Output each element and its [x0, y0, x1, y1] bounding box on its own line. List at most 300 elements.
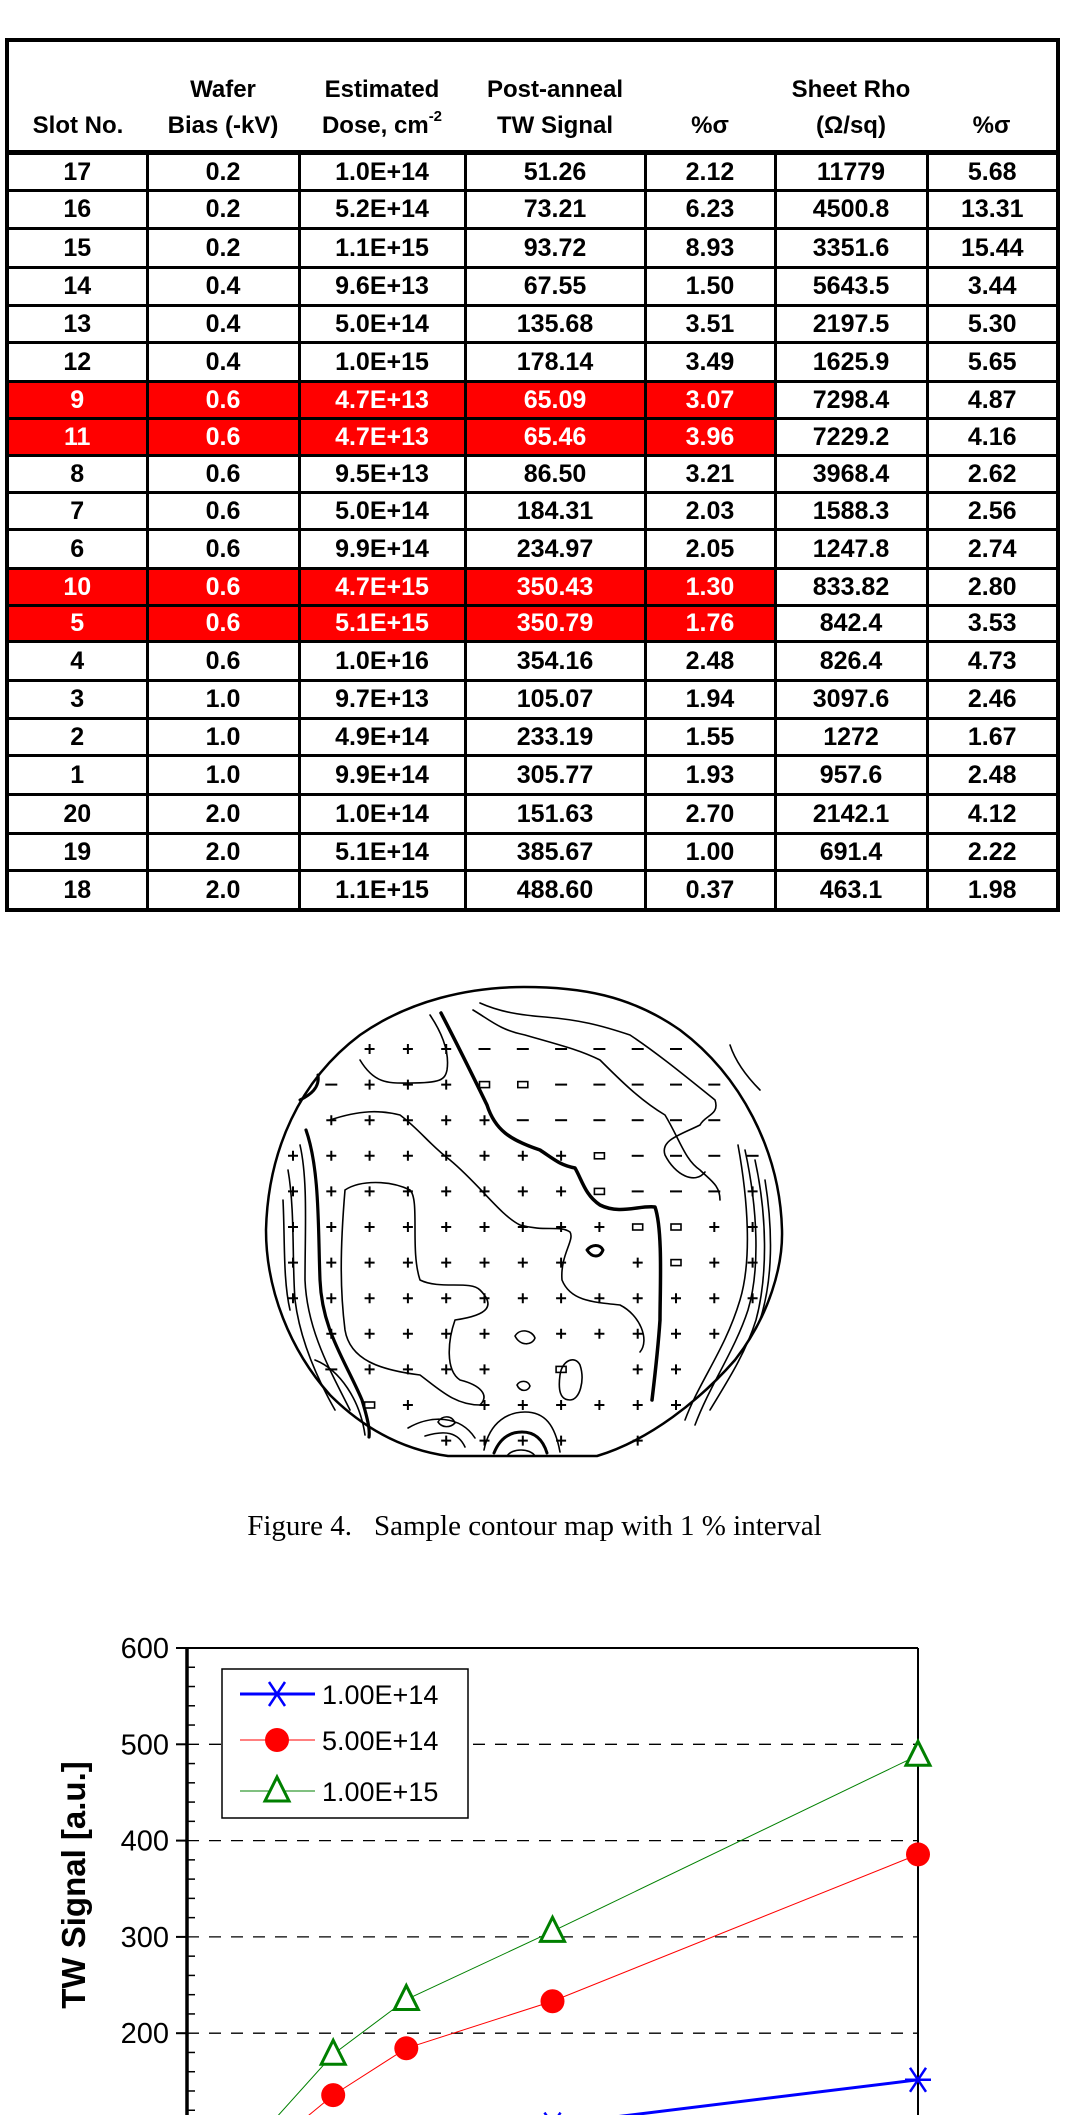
cell-tw-sigma: 2.12 — [645, 152, 775, 190]
cell-slot: 9 — [7, 381, 147, 418]
cell-bias: 0.6 — [147, 381, 299, 418]
cell-tw-signal: 86.50 — [465, 455, 645, 492]
header-tw-signal: Post-anneal TW Signal — [486, 75, 624, 139]
cell-rho-sigma: 2.74 — [927, 529, 1058, 568]
plus-mark-icon — [365, 1222, 375, 1232]
cell-bias: 0.6 — [147, 641, 299, 680]
y-tick-label: 500 — [120, 1729, 169, 1762]
plus-mark-icon — [365, 1044, 375, 1054]
cell-rho-sigma: 1.98 — [927, 870, 1058, 910]
contour-left-bands-2 — [288, 1170, 335, 1410]
legend-label: 1.00E+15 — [322, 1777, 439, 1807]
dose-signal-table — [5, 38, 1060, 912]
cell-rho-sigma: 15.44 — [927, 228, 1058, 267]
cell-tw-sigma: 2.05 — [645, 529, 775, 568]
plus-mark-icon — [480, 1115, 490, 1125]
plus-mark-icon — [326, 1222, 336, 1232]
cell-bias: 1.0 — [147, 755, 299, 794]
cell-tw-signal: 73.21 — [465, 190, 645, 228]
legend-item — [240, 1680, 438, 1710]
plus-mark-icon — [326, 1115, 336, 1125]
plus-mark-icon — [288, 1222, 298, 1232]
wafer-measurement-marks — [288, 1044, 759, 1446]
cell-dose: 1.0E+15 — [299, 342, 465, 381]
plus-mark-icon — [480, 1364, 490, 1374]
cell-tw-signal: 234.97 — [465, 529, 645, 568]
cell-dose: 1.1E+15 — [299, 870, 465, 910]
cell-tw-sigma: 2.48 — [645, 641, 775, 680]
cell-tw-sigma: 1.50 — [645, 267, 775, 305]
plus-mark-icon — [403, 1044, 413, 1054]
cell-sheet-rho: 842.4 — [775, 605, 927, 641]
cell-bias: 2.0 — [147, 833, 299, 870]
table-row — [7, 228, 1058, 267]
cell-slot: 20 — [7, 794, 147, 833]
table-row — [7, 641, 1058, 680]
table-row — [7, 267, 1058, 305]
contour-left-bands-3 — [283, 1200, 290, 1310]
legend-label: 1.00E+14 — [322, 1680, 439, 1710]
contour-spot-2 — [515, 1331, 535, 1344]
cell-tw-sigma: 2.03 — [645, 492, 775, 529]
cell-dose: 1.1E+15 — [299, 228, 465, 267]
header-wafer-bias: Wafer Bias (-kV) — [167, 75, 279, 139]
table-row — [7, 305, 1058, 342]
cell-slot: 3 — [7, 680, 147, 718]
cell-rho-sigma: 2.80 — [927, 568, 1058, 605]
cell-dose: 9.6E+13 — [299, 267, 465, 305]
cell-bias: 1.0 — [147, 718, 299, 755]
square-mark-icon — [518, 1082, 528, 1088]
cell-dose: 9.9E+14 — [299, 529, 465, 568]
contour-spot-3 — [517, 1381, 530, 1390]
plus-mark-icon — [326, 1186, 336, 1196]
cell-bias: 0.4 — [147, 305, 299, 342]
square-mark-icon — [365, 1402, 375, 1408]
triangle-marker-icon — [906, 1741, 930, 1765]
cell-sheet-rho: 3097.6 — [775, 680, 927, 718]
series-circle — [248, 1842, 930, 2115]
cell-sheet-rho: 833.82 — [775, 568, 927, 605]
plus-mark-icon — [518, 1222, 528, 1232]
cell-bias: 0.6 — [147, 455, 299, 492]
header-tw-sigma: %σ — [691, 111, 729, 139]
contour-inner-loop — [341, 1183, 488, 1406]
plus-mark-icon — [403, 1080, 413, 1090]
cell-bias: 0.6 — [147, 568, 299, 605]
plus-mark-icon — [480, 1258, 490, 1268]
tw-signal-chart — [0, 1600, 1069, 2115]
plus-mark-icon — [326, 1293, 336, 1303]
plus-mark-icon — [671, 1400, 681, 1410]
square-mark-icon — [633, 1224, 643, 1230]
plus-mark-icon — [518, 1293, 528, 1303]
cell-bias: 0.2 — [147, 228, 299, 267]
plus-mark-icon — [556, 1186, 566, 1196]
plus-mark-icon — [441, 1293, 451, 1303]
figure-label: Figure 4. — [247, 1510, 352, 1542]
cell-dose: 4.9E+14 — [299, 718, 465, 755]
square-mark-icon — [594, 1188, 604, 1194]
plus-mark-icon — [594, 1222, 604, 1232]
cell-rho-sigma: 2.22 — [927, 833, 1058, 870]
cell-tw-sigma: 1.94 — [645, 680, 775, 718]
plus-mark-icon — [671, 1329, 681, 1339]
cell-tw-signal: 151.63 — [465, 794, 645, 833]
cell-rho-sigma: 2.62 — [927, 455, 1058, 492]
cell-bias: 0.2 — [147, 152, 299, 190]
table-row — [7, 568, 1058, 605]
square-mark-icon — [671, 1224, 681, 1230]
cell-tw-signal: 350.79 — [465, 605, 645, 641]
plus-mark-icon — [671, 1364, 681, 1374]
cell-sheet-rho: 1272 — [775, 718, 927, 755]
plus-mark-icon — [518, 1436, 528, 1446]
table-row — [7, 529, 1058, 568]
cell-slot: 19 — [7, 833, 147, 870]
cell-tw-signal: 67.55 — [465, 267, 645, 305]
plus-mark-icon — [441, 1436, 451, 1446]
square-mark-icon — [594, 1153, 604, 1159]
plus-mark-icon — [633, 1400, 643, 1410]
cell-slot: 5 — [7, 605, 147, 641]
plus-mark-icon — [403, 1258, 413, 1268]
plus-mark-icon — [518, 1400, 528, 1410]
plus-mark-icon — [365, 1186, 375, 1196]
cell-tw-sigma: 0.37 — [645, 870, 775, 910]
circle-marker-icon — [265, 1728, 289, 1752]
legend-label: 5.00E+14 — [322, 1726, 439, 1756]
cell-rho-sigma: 2.46 — [927, 680, 1058, 718]
cell-sheet-rho: 957.6 — [775, 755, 927, 794]
plus-mark-icon — [441, 1364, 451, 1374]
cell-dose: 9.7E+13 — [299, 680, 465, 718]
series-line — [260, 1854, 918, 2115]
cell-sheet-rho: 3351.6 — [775, 228, 927, 267]
cell-sheet-rho: 2197.5 — [775, 305, 927, 342]
plus-mark-icon — [518, 1151, 528, 1161]
cell-sheet-rho: 11779 — [775, 152, 927, 190]
cell-tw-signal: 105.07 — [465, 680, 645, 718]
cell-slot: 11 — [7, 418, 147, 455]
plus-mark-icon — [556, 1329, 566, 1339]
cell-tw-signal: 233.19 — [465, 718, 645, 755]
y-tick-label: 300 — [120, 1921, 169, 1954]
cell-dose: 5.2E+14 — [299, 190, 465, 228]
cell-tw-signal: 184.31 — [465, 492, 645, 529]
table-row — [7, 190, 1058, 228]
cell-tw-sigma: 1.30 — [645, 568, 775, 605]
contour-main-thick — [441, 1013, 661, 1400]
cell-tw-sigma: 8.93 — [645, 228, 775, 267]
cell-slot: 7 — [7, 492, 147, 529]
series-line — [260, 2080, 918, 2115]
cell-tw-sigma: 3.07 — [645, 381, 775, 418]
cell-rho-sigma: 1.67 — [927, 718, 1058, 755]
plus-mark-icon — [480, 1400, 490, 1410]
table-row — [7, 680, 1058, 718]
cell-dose: 9.9E+14 — [299, 755, 465, 794]
plus-mark-icon — [326, 1151, 336, 1161]
plus-mark-icon — [403, 1293, 413, 1303]
cell-tw-signal: 51.26 — [465, 152, 645, 190]
cell-bias: 1.0 — [147, 680, 299, 718]
cell-rho-sigma: 13.31 — [927, 190, 1058, 228]
cell-slot: 12 — [7, 342, 147, 381]
cell-dose: 4.7E+13 — [299, 381, 465, 418]
plus-mark-icon — [365, 1080, 375, 1090]
cell-bias: 0.4 — [147, 267, 299, 305]
cell-tw-signal: 135.68 — [465, 305, 645, 342]
plus-mark-icon — [365, 1364, 375, 1374]
triangle-marker-icon — [541, 1917, 565, 1941]
cell-slot: 17 — [7, 152, 147, 190]
table-body — [7, 152, 1058, 910]
cell-slot: 2 — [7, 718, 147, 755]
y-tick-label: 600 — [120, 1633, 169, 1665]
plus-mark-icon — [480, 1222, 490, 1232]
header-estimated-dose: Estimated Dose, $cm^{-2}$ — [321, 75, 443, 139]
cell-tw-sigma: 1.93 — [645, 755, 775, 794]
contour-bottom-arc-1 — [408, 1419, 475, 1438]
cell-bias: 0.6 — [147, 418, 299, 455]
cell-sheet-rho: 463.1 — [775, 870, 927, 910]
table-row — [7, 455, 1058, 492]
plus-mark-icon — [748, 1293, 758, 1303]
cell-dose: 5.1E+15 — [299, 605, 465, 641]
plus-mark-icon — [441, 1044, 451, 1054]
cell-tw-signal: 65.09 — [465, 381, 645, 418]
plus-mark-icon — [441, 1115, 451, 1125]
cell-rho-sigma: 4.73 — [927, 641, 1058, 680]
cell-tw-sigma: 6.23 — [645, 190, 775, 228]
cell-sheet-rho: 4500.8 — [775, 190, 927, 228]
plus-mark-icon — [633, 1329, 643, 1339]
cell-tw-sigma: 3.49 — [645, 342, 775, 381]
cell-tw-signal: 354.16 — [465, 641, 645, 680]
cell-dose: 5.0E+14 — [299, 305, 465, 342]
cell-rho-sigma: 3.53 — [927, 605, 1058, 641]
header-sheet-rho: Sheet Rho (Ω/sq) — [791, 75, 911, 139]
cell-rho-sigma: 2.56 — [927, 492, 1058, 529]
cell-tw-sigma: 3.21 — [645, 455, 775, 492]
plus-mark-icon — [403, 1222, 413, 1232]
plus-mark-icon — [288, 1151, 298, 1161]
cell-sheet-rho: 2142.1 — [775, 794, 927, 833]
square-mark-icon — [480, 1082, 490, 1088]
cell-slot: 15 — [7, 228, 147, 267]
plus-mark-icon — [518, 1258, 528, 1268]
cell-rho-sigma: 3.44 — [927, 267, 1058, 305]
plus-mark-icon — [288, 1293, 298, 1303]
plus-mark-icon — [365, 1151, 375, 1161]
cell-sheet-rho: 7229.2 — [775, 418, 927, 455]
contour-left-loop — [330, 1112, 644, 1352]
cell-slot: 4 — [7, 641, 147, 680]
plus-mark-icon — [441, 1258, 451, 1268]
plus-mark-icon — [518, 1186, 528, 1196]
cell-rho-sigma: 4.87 — [927, 381, 1058, 418]
cell-slot: 14 — [7, 267, 147, 305]
contour-right-edge — [730, 1045, 760, 1090]
plus-mark-icon — [480, 1329, 490, 1339]
cell-sheet-rho: 826.4 — [775, 641, 927, 680]
plus-mark-icon — [326, 1329, 336, 1339]
cell-slot: 13 — [7, 305, 147, 342]
plus-mark-icon — [709, 1293, 719, 1303]
series-star — [247, 2068, 931, 2115]
cell-tw-signal: 488.60 — [465, 870, 645, 910]
cell-tw-signal: 350.43 — [465, 568, 645, 605]
cell-tw-sigma: 3.51 — [645, 305, 775, 342]
cell-dose: 4.7E+13 — [299, 418, 465, 455]
table-row — [7, 418, 1058, 455]
cell-dose: 4.7E+15 — [299, 568, 465, 605]
y-tick-label: 200 — [120, 2018, 169, 2051]
cell-rho-sigma: 2.48 — [927, 755, 1058, 794]
square-mark-icon — [671, 1260, 681, 1266]
plus-mark-icon — [556, 1222, 566, 1232]
plus-mark-icon — [403, 1400, 413, 1410]
cell-rho-sigma: 4.12 — [927, 794, 1058, 833]
cell-sheet-rho: 691.4 — [775, 833, 927, 870]
cell-sheet-rho: 1625.9 — [775, 342, 927, 381]
contour-left-bands-1 — [300, 1145, 350, 1410]
cell-slot: 8 — [7, 455, 147, 492]
plus-mark-icon — [441, 1080, 451, 1090]
cell-tw-signal: 385.67 — [465, 833, 645, 870]
plus-mark-icon — [594, 1400, 604, 1410]
plus-mark-icon — [403, 1329, 413, 1339]
plus-mark-icon — [556, 1151, 566, 1161]
cell-sheet-rho: 5643.5 — [775, 267, 927, 305]
circle-marker-icon — [906, 1842, 930, 1866]
plus-mark-icon — [748, 1186, 758, 1196]
y-tick-label: 400 — [120, 1825, 169, 1858]
cell-tw-signal: 65.46 — [465, 418, 645, 455]
cell-rho-sigma: 5.68 — [927, 152, 1058, 190]
cell-bias: 0.6 — [147, 529, 299, 568]
cell-bias: 2.0 — [147, 794, 299, 833]
cell-tw-signal: 178.14 — [465, 342, 645, 381]
plus-mark-icon — [480, 1151, 490, 1161]
contour-bottom-left-arc — [315, 1360, 365, 1435]
plus-mark-icon — [326, 1258, 336, 1268]
table-row — [7, 152, 1058, 190]
y-axis-label: TW Signal [a.u.] — [55, 1761, 92, 2009]
table-row — [7, 870, 1058, 910]
cell-slot: 16 — [7, 190, 147, 228]
cell-sheet-rho: 1588.3 — [775, 492, 927, 529]
cell-bias: 0.4 — [147, 342, 299, 381]
plus-mark-icon — [556, 1400, 566, 1410]
header-rho-sigma: %σ — [972, 111, 1011, 139]
cell-rho-sigma: 5.30 — [927, 305, 1058, 342]
cell-bias: 0.6 — [147, 492, 299, 529]
plus-mark-icon — [633, 1258, 643, 1268]
cell-dose: 1.0E+16 — [299, 641, 465, 680]
plus-mark-icon — [288, 1258, 298, 1268]
cell-dose: 5.0E+14 — [299, 492, 465, 529]
cell-tw-sigma: 3.96 — [645, 418, 775, 455]
cell-rho-sigma: 5.65 — [927, 342, 1058, 381]
cell-dose: 9.5E+13 — [299, 455, 465, 492]
figure-caption — [0, 1510, 1069, 1543]
cell-rho-sigma: 4.16 — [927, 418, 1058, 455]
contour-upper-right-1 — [473, 1010, 720, 1200]
table-row — [7, 794, 1058, 833]
plus-mark-icon — [365, 1293, 375, 1303]
table-row — [7, 605, 1058, 641]
cell-dose: 5.1E+14 — [299, 833, 465, 870]
cell-slot: 18 — [7, 870, 147, 910]
plus-mark-icon — [441, 1186, 451, 1196]
table-row — [7, 833, 1058, 870]
circle-marker-icon — [321, 2083, 345, 2107]
cell-dose: 1.0E+14 — [299, 152, 465, 190]
table-row — [7, 718, 1058, 755]
plus-mark-icon — [365, 1258, 375, 1268]
table-row — [7, 755, 1058, 794]
cell-sheet-rho: 3968.4 — [775, 455, 927, 492]
cell-slot: 1 — [7, 755, 147, 794]
plus-mark-icon — [403, 1151, 413, 1161]
plus-mark-icon — [709, 1258, 719, 1268]
triangle-marker-icon — [321, 2040, 345, 2064]
plus-mark-icon — [709, 1222, 719, 1232]
contour-left-bands-thick — [306, 1130, 369, 1437]
chart-legend — [222, 1669, 468, 1818]
plus-mark-icon — [709, 1329, 719, 1339]
plus-mark-icon — [633, 1293, 643, 1303]
cell-tw-signal: 305.77 — [465, 755, 645, 794]
wafer-contour-map — [255, 975, 795, 1475]
plus-mark-icon — [365, 1115, 375, 1125]
table-row — [7, 381, 1058, 418]
contour-spot-1 — [587, 1246, 603, 1257]
cell-bias: 0.6 — [147, 605, 299, 641]
plus-mark-icon — [594, 1329, 604, 1339]
cell-tw-sigma: 1.76 — [645, 605, 775, 641]
cell-sheet-rho: 1247.8 — [775, 529, 927, 568]
plus-mark-icon — [480, 1186, 490, 1196]
cell-slot: 10 — [7, 568, 147, 605]
table-row — [7, 492, 1058, 529]
cell-bias: 2.0 — [147, 870, 299, 910]
table-row — [7, 342, 1058, 381]
circle-marker-icon — [394, 2036, 418, 2060]
cell-slot: 6 — [7, 529, 147, 568]
cell-tw-sigma: 1.00 — [645, 833, 775, 870]
cell-tw-signal: 93.72 — [465, 228, 645, 267]
plus-mark-icon — [365, 1329, 375, 1339]
circle-marker-icon — [541, 1989, 565, 2013]
cell-sheet-rho: 7298.4 — [775, 381, 927, 418]
cell-tw-sigma: 1.55 — [645, 718, 775, 755]
triangle-marker-icon — [394, 1986, 418, 2010]
cell-tw-sigma: 2.70 — [645, 794, 775, 833]
header-slot-no: Slot No. — [32, 111, 124, 139]
table-header-row — [7, 40, 1058, 152]
plus-mark-icon — [556, 1293, 566, 1303]
plus-mark-icon — [671, 1293, 681, 1303]
cell-dose: 1.0E+14 — [299, 794, 465, 833]
plus-mark-icon — [633, 1364, 643, 1374]
plus-mark-icon — [441, 1222, 451, 1232]
cell-bias: 0.2 — [147, 190, 299, 228]
figure-caption-text: Sample contour map with 1 % interval — [373, 1510, 822, 1542]
plus-mark-icon — [288, 1186, 298, 1196]
